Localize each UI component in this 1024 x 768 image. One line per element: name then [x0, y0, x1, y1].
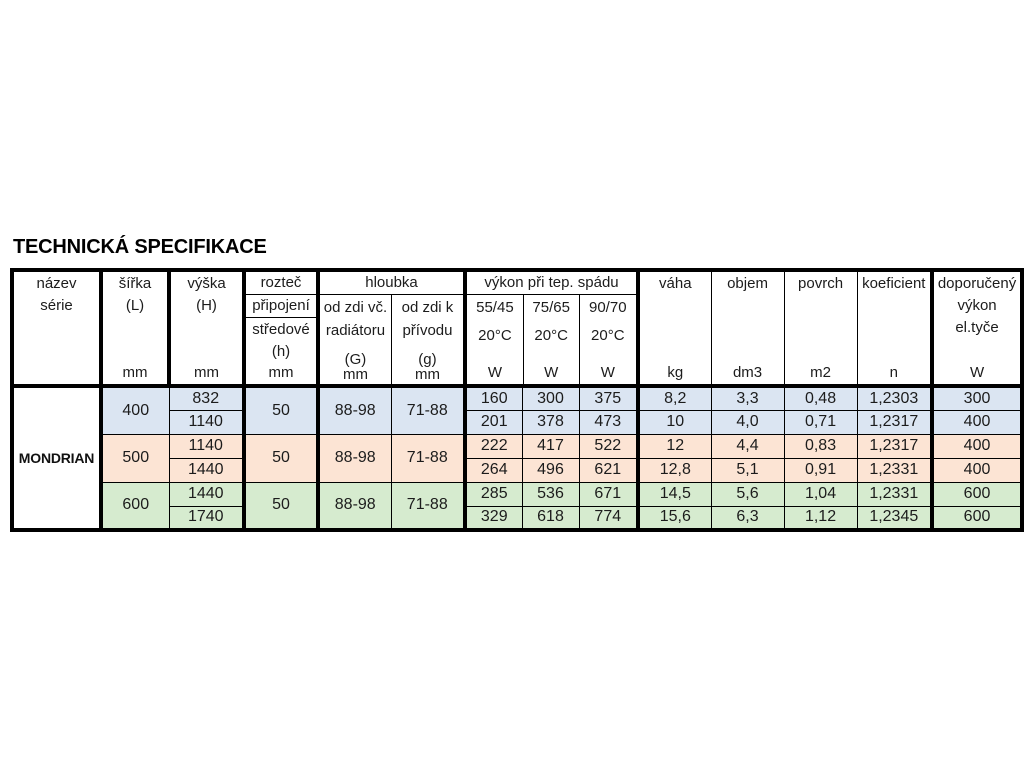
cell-hloubka-g: 88-98: [318, 386, 391, 434]
unit-label: mm: [268, 364, 294, 381]
header-label: středové: [252, 321, 310, 338]
header-label: šířka: [118, 275, 152, 292]
header-hloubka-g: [320, 295, 391, 386]
cell-vykon-7565: 417: [522, 434, 579, 458]
spec-row: [12, 386, 1022, 410]
header-label: připojení: [246, 295, 316, 318]
unit-label: W: [544, 364, 559, 381]
header-label: název: [36, 275, 77, 292]
cell-vyska: 1440: [169, 482, 244, 506]
series-name-cell: MONDRIAN: [12, 386, 101, 530]
cell-vykon-5545: 201: [465, 410, 522, 434]
cell-doporuceny: 400: [932, 410, 1022, 434]
header-label: 90/70: [589, 299, 627, 316]
header-label: rozteč: [246, 272, 316, 295]
cell-vykon-5545: 285: [465, 482, 522, 506]
cell-objem: 6,3: [711, 506, 784, 530]
header-vykon-9070: [579, 295, 636, 384]
cell-koeficient: 1,2331: [857, 482, 932, 506]
cell-doporuceny: 300: [932, 386, 1022, 410]
header-label: 75/65: [532, 299, 570, 316]
group-title: výkon při tep. spádu: [467, 272, 636, 295]
header-doporuceny: [932, 270, 1022, 386]
unit-label: mm: [414, 365, 440, 383]
header-row: [12, 270, 1022, 386]
cell-vykon-9070: 621: [579, 458, 638, 482]
cell-povrch: 0,91: [784, 458, 857, 482]
header-label: (H): [196, 296, 217, 314]
cell-koeficient: 1,2345: [857, 506, 932, 530]
cell-vykon-5545: 160: [465, 386, 522, 410]
cell-objem: 4,0: [711, 410, 784, 434]
cell-vykon-9070: 375: [579, 386, 638, 410]
header-label: série: [40, 296, 73, 314]
cell-sirka: 500: [101, 434, 169, 482]
cell-objem: 5,1: [711, 458, 784, 482]
header-label: 20°C: [534, 327, 568, 345]
header-label: od zdi vč.: [323, 299, 388, 316]
cell-povrch: 1,04: [784, 482, 857, 506]
header-label: radiátoru: [325, 322, 386, 340]
cell-hloubka-g-maly: 71-88: [391, 434, 465, 482]
header-povrch: [784, 270, 857, 386]
group-title: hloubka: [320, 272, 463, 295]
cell-sirka: 600: [101, 482, 169, 530]
cell-vykon-7565: 536: [522, 482, 579, 506]
cell-vaha: 14,5: [638, 482, 711, 506]
header-label: 20°C: [478, 327, 512, 345]
header-label: výkon: [957, 296, 997, 314]
unit-label: mm: [194, 364, 219, 381]
cell-vaha: 15,6: [638, 506, 711, 530]
header-vykon-7565: [523, 295, 579, 384]
unit-label: kg: [667, 364, 684, 381]
cell-doporuceny: 600: [932, 482, 1022, 506]
cell-objem: 5,6: [711, 482, 784, 506]
cell-vykon-9070: 671: [579, 482, 638, 506]
header-vyska: [169, 270, 244, 386]
cell-sirka: 400: [101, 386, 169, 434]
cell-koeficient: 1,2303: [857, 386, 932, 410]
header-label: výška: [187, 275, 226, 292]
unit-label: n: [889, 364, 898, 381]
cell-vykon-9070: 522: [579, 434, 638, 458]
header-objem: [711, 270, 784, 386]
cell-doporuceny: 400: [932, 434, 1022, 458]
cell-objem: 3,3: [711, 386, 784, 410]
cell-vyska: 1140: [169, 410, 244, 434]
cell-vykon-7565: 300: [522, 386, 579, 410]
cell-objem: 4,4: [711, 434, 784, 458]
cell-vaha: 8,2: [638, 386, 711, 410]
unit-label: mm: [122, 364, 148, 381]
cell-vykon-9070: 473: [579, 410, 638, 434]
header-hloubka-group: [318, 270, 465, 386]
cell-vyska: 832: [169, 386, 244, 410]
cell-hloubka-g-maly: 71-88: [391, 482, 465, 530]
header-label: objem: [727, 275, 768, 292]
header-label: 55/45: [476, 299, 514, 316]
cell-koeficient: 1,2317: [857, 410, 932, 434]
cell-doporuceny: 400: [932, 458, 1022, 482]
header-label: od zdi k: [401, 299, 454, 316]
header-label: váha: [659, 275, 692, 292]
cell-vykon-7565: 496: [522, 458, 579, 482]
header-label: (L): [125, 296, 145, 314]
header-hloubka-g-maly: [391, 295, 463, 386]
unit-label: dm3: [732, 364, 763, 381]
header-label: koeficient: [862, 275, 926, 292]
header-label: (G): [344, 350, 367, 368]
unit-label: W: [600, 364, 615, 381]
header-label: (g): [418, 350, 437, 368]
cell-vykon-7565: 378: [522, 410, 579, 434]
unit-label: mm: [342, 365, 368, 383]
cell-hloubka-g: 88-98: [318, 434, 391, 482]
header-label: povrch: [798, 275, 844, 292]
cell-koeficient: 1,2331: [857, 458, 932, 482]
cell-vykon-9070: 774: [579, 506, 638, 530]
cell-vykon-5545: 222: [465, 434, 522, 458]
spec-row: [12, 434, 1022, 458]
cell-roztec: 50: [244, 434, 318, 482]
header-label: přívodu: [402, 322, 453, 340]
header-vykon-group: [465, 270, 638, 386]
cell-roztec: 50: [244, 386, 318, 434]
page-title: TECHNICKÁ SPECIFIKACE: [13, 236, 267, 258]
header-vaha: [638, 270, 711, 386]
cell-vyska: 1140: [169, 434, 244, 458]
cell-povrch: 0,71: [784, 410, 857, 434]
cell-vyska: 1740: [169, 506, 244, 530]
header-label: el.tyče: [955, 318, 999, 336]
header-label: (h): [271, 343, 291, 360]
cell-povrch: 1,12: [784, 506, 857, 530]
cell-povrch: 0,48: [784, 386, 857, 410]
header-koeficient: [857, 270, 932, 386]
cell-vaha: 12,8: [638, 458, 711, 482]
cell-vaha: 12: [638, 434, 711, 458]
cell-vaha: 10: [638, 410, 711, 434]
cell-hloubka-g-maly: 71-88: [391, 386, 465, 434]
cell-doporuceny: 600: [932, 506, 1022, 530]
cell-koeficient: 1,2317: [857, 434, 932, 458]
spec-row: [12, 482, 1022, 506]
header-sirka: [101, 270, 169, 386]
cell-vykon-5545: 329: [465, 506, 522, 530]
header-roztec: [244, 270, 318, 386]
cell-vykon-7565: 618: [522, 506, 579, 530]
cell-vykon-5545: 264: [465, 458, 522, 482]
cell-hloubka-g: 88-98: [318, 482, 391, 530]
header-nazev-serie: [12, 270, 101, 386]
unit-label: m2: [810, 364, 831, 381]
cell-povrch: 0,83: [784, 434, 857, 458]
cell-roztec: 50: [244, 482, 318, 530]
header-label: 20°C: [591, 327, 625, 345]
spec-table: [10, 268, 1024, 532]
unit-label: W: [969, 364, 985, 381]
unit-label: W: [487, 364, 502, 381]
header-vykon-5545: [467, 295, 523, 384]
header-label: doporučený: [937, 275, 1017, 292]
cell-vyska: 1440: [169, 458, 244, 482]
